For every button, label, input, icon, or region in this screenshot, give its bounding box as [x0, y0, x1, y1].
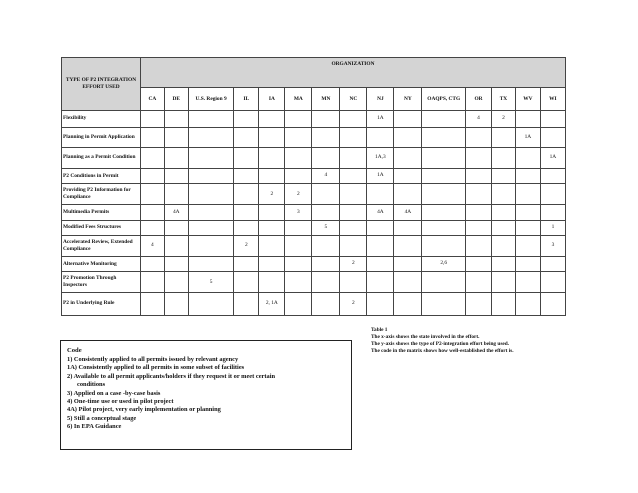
matrix-cell: [164, 220, 188, 236]
matrix-cell: [188, 168, 234, 184]
matrix-cell: [140, 148, 164, 169]
matrix-cell: 1A: [367, 168, 394, 184]
code-legend-item: 1A) Consistently applied to all permits in some subset of facilities: [67, 364, 245, 372]
code-legend-item: 4A) Pilot project, very early implementation or planning: [67, 406, 221, 414]
matrix-cell: [340, 272, 367, 293]
matrix-cell: [515, 184, 540, 205]
matrix-cell: [540, 168, 565, 184]
matrix-cell: [234, 272, 259, 293]
table-row: [62, 220, 566, 236]
matrix-cell: [422, 272, 466, 293]
row-label: P2 in Underlying Rule: [62, 293, 141, 316]
column-header: NJ: [367, 88, 394, 111]
matrix-cell: 5: [312, 220, 340, 236]
matrix-cell: [259, 148, 285, 169]
row-label: Multimedia Permits: [62, 205, 141, 221]
matrix-cell: [164, 236, 188, 257]
caption-line: The code in the matrix shows how well-established the effort is.: [371, 347, 514, 354]
matrix-cell: [540, 293, 565, 316]
matrix-cell: [140, 111, 164, 128]
matrix-cell: [515, 205, 540, 221]
table-row: [62, 111, 566, 128]
column-header: U.S. Region 9: [188, 88, 234, 111]
matrix-cell: [340, 184, 367, 205]
matrix-cell: [540, 256, 565, 272]
table-row: [62, 127, 566, 148]
matrix-cell: [422, 168, 466, 184]
organization-header: ORGANIZATION: [140, 58, 565, 88]
matrix-cell: [234, 205, 259, 221]
row-label: P2 Conditions in Permit: [62, 168, 141, 184]
matrix-cell: 2: [234, 236, 259, 257]
code-legend-item: 4) One-time use or used in pilot project: [67, 397, 174, 405]
code-legend-list: [67, 356, 351, 432]
matrix-cell: [234, 220, 259, 236]
code-legend-box: [60, 340, 352, 450]
matrix-cell: [285, 272, 312, 293]
matrix-cell: [188, 236, 234, 257]
matrix-cell: [515, 111, 540, 128]
table-row: [62, 184, 566, 205]
matrix-cell: [466, 272, 492, 293]
row-label: P2 Promotion Through Inspectors: [62, 272, 141, 293]
matrix-cell: [312, 111, 340, 128]
matrix-body: [62, 111, 566, 316]
matrix-cell: [515, 168, 540, 184]
table-row: [62, 293, 566, 316]
column-header: TX: [492, 88, 516, 111]
matrix-cell: 1A: [515, 127, 540, 148]
matrix-cell: [492, 205, 516, 221]
caption-line: The x-axis shows the state involved in the effort.: [371, 333, 480, 340]
matrix-cell: [492, 256, 516, 272]
matrix-cell: [188, 205, 234, 221]
matrix-cell: [422, 293, 466, 316]
matrix-cell: [515, 272, 540, 293]
caption-line: The y-axis shows the type of P2-integration effort being used.: [371, 340, 510, 347]
matrix-cell: [394, 148, 422, 169]
matrix-cell: [285, 148, 312, 169]
matrix-cell: 1A: [540, 148, 565, 169]
code-legend-item: 6) In EPA Guidance: [67, 423, 122, 431]
matrix-cell: 2,6: [422, 256, 466, 272]
matrix-cell: [285, 168, 312, 184]
column-header: OR: [466, 88, 492, 111]
matrix-cell: [540, 205, 565, 221]
matrix-cell: [312, 205, 340, 221]
matrix-cell: [259, 272, 285, 293]
matrix-cell: [234, 293, 259, 316]
matrix-cell: 4A: [367, 205, 394, 221]
matrix-cell: [188, 148, 234, 169]
matrix-cell: [259, 127, 285, 148]
matrix-cell: [466, 168, 492, 184]
matrix-cell: 2: [492, 111, 516, 128]
matrix-cell: [367, 236, 394, 257]
matrix-cell: [312, 127, 340, 148]
matrix-cell: [492, 168, 516, 184]
matrix-cell: [422, 236, 466, 257]
row-label: Planning as a Permit Condition: [62, 148, 141, 169]
table-row: [62, 256, 566, 272]
matrix-cell: [312, 293, 340, 316]
matrix-cell: [394, 256, 422, 272]
matrix-cell: [540, 184, 565, 205]
column-header: WV: [515, 88, 540, 111]
matrix-cell: [164, 184, 188, 205]
matrix-cell: [492, 148, 516, 169]
matrix-cell: [466, 220, 492, 236]
matrix-cell: [188, 256, 234, 272]
matrix-cell: [422, 148, 466, 169]
matrix-cell: [466, 184, 492, 205]
matrix-cell: [422, 220, 466, 236]
matrix-cell: [234, 256, 259, 272]
table-row: [62, 272, 566, 293]
matrix-cell: 2: [340, 256, 367, 272]
matrix-cell: [340, 148, 367, 169]
matrix-cell: [367, 184, 394, 205]
matrix-cell: [367, 220, 394, 236]
matrix-cell: [188, 184, 234, 205]
matrix-cell: [515, 236, 540, 257]
matrix-cell: [140, 127, 164, 148]
matrix-cell: [259, 256, 285, 272]
matrix-cell: [234, 111, 259, 128]
matrix-cell: [140, 256, 164, 272]
matrix-cell: [259, 111, 285, 128]
matrix-cell: [394, 236, 422, 257]
matrix-cell: 1A: [367, 111, 394, 128]
matrix-cell: 2: [259, 184, 285, 205]
code-legend-title: Code: [67, 347, 82, 354]
matrix-cell: [259, 205, 285, 221]
table-row: [62, 148, 566, 169]
matrix-cell: [394, 184, 422, 205]
row-label: Modified Fees Structures: [62, 220, 141, 236]
caption-title: Table 1: [371, 327, 388, 333]
matrix-cell: 1A,3: [367, 148, 394, 169]
matrix-cell: [422, 205, 466, 221]
matrix-cell: [340, 168, 367, 184]
matrix-cell: [285, 236, 312, 257]
column-header: IL: [234, 88, 259, 111]
matrix-cell: [340, 127, 367, 148]
matrix-cell: 1: [540, 220, 565, 236]
column-header: WI: [540, 88, 565, 111]
matrix-cell: 4A: [164, 205, 188, 221]
matrix-cell: [492, 184, 516, 205]
matrix-cell: [466, 127, 492, 148]
matrix-cell: [285, 256, 312, 272]
matrix-cell: [285, 220, 312, 236]
matrix-cell: [259, 168, 285, 184]
matrix-cell: 2, 1A: [259, 293, 285, 316]
matrix-cell: [422, 127, 466, 148]
matrix-cell: [164, 127, 188, 148]
matrix-cell: [466, 148, 492, 169]
matrix-cell: 4: [312, 168, 340, 184]
code-legend-item: 1) Consistently applied to all permits issued by relevant agency: [67, 355, 239, 363]
matrix-cell: [164, 293, 188, 316]
table-row: [62, 236, 566, 257]
matrix-cell: [312, 148, 340, 169]
matrix-cell: [259, 236, 285, 257]
matrix-cell: 3: [285, 205, 312, 221]
matrix-cell: [492, 272, 516, 293]
matrix-cell: [188, 220, 234, 236]
matrix-cell: [466, 236, 492, 257]
matrix-cell: [164, 272, 188, 293]
matrix-cell: 5: [188, 272, 234, 293]
column-header: NY: [394, 88, 422, 111]
matrix-cell: [492, 220, 516, 236]
matrix-cell: [140, 184, 164, 205]
matrix-cell: [312, 272, 340, 293]
column-header: IA: [259, 88, 285, 111]
matrix-cell: [515, 220, 540, 236]
matrix-cell: 4: [466, 111, 492, 128]
matrix-cell: [367, 256, 394, 272]
column-header: OAQPS, CTG: [422, 88, 466, 111]
matrix-cell: [234, 148, 259, 169]
matrix-cell: [312, 256, 340, 272]
matrix-cell: [234, 127, 259, 148]
row-label: Flexibility: [62, 111, 141, 128]
matrix-cell: [340, 236, 367, 257]
matrix-cell: [422, 184, 466, 205]
matrix-cell: 3: [540, 236, 565, 257]
matrix-cell: [394, 293, 422, 316]
matrix-cell: [466, 256, 492, 272]
column-header: DE: [164, 88, 188, 111]
row-label: Providing P2 Information for Compliance: [62, 184, 141, 205]
matrix-cell: [540, 111, 565, 128]
matrix-cell: [394, 168, 422, 184]
matrix-cell: [285, 127, 312, 148]
matrix-cell: [188, 127, 234, 148]
matrix-cell: [259, 220, 285, 236]
matrix-cell: [234, 184, 259, 205]
matrix-cell: 4: [140, 236, 164, 257]
matrix-cell: [422, 111, 466, 128]
code-legend-item: 5) Still a conceptual stage: [67, 414, 137, 422]
matrix-cell: [466, 205, 492, 221]
matrix-cell: [140, 272, 164, 293]
matrix-cell: [164, 148, 188, 169]
matrix-cell: [140, 293, 164, 316]
caption-lines: [371, 334, 571, 355]
matrix-cell: [492, 236, 516, 257]
matrix-cell: [466, 293, 492, 316]
matrix-cell: [140, 205, 164, 221]
matrix-cell: [285, 293, 312, 316]
matrix-cell: [367, 293, 394, 316]
matrix-cell: [234, 168, 259, 184]
matrix-cell: [312, 184, 340, 205]
matrix-cell: [367, 127, 394, 148]
matrix-cell: [188, 293, 234, 316]
matrix-cell: [540, 127, 565, 148]
table-row: [62, 205, 566, 221]
matrix-cell: [164, 168, 188, 184]
code-legend-item: conditions: [77, 381, 106, 389]
matrix-cell: [340, 220, 367, 236]
matrix-cell: [140, 220, 164, 236]
table-caption: [371, 327, 571, 355]
matrix-cell: [285, 111, 312, 128]
code-legend-item: 2) Available to all permit applicants/holders if they request it or meet certain: [67, 372, 276, 380]
matrix-cell: 4A: [394, 205, 422, 221]
row-label: Alternative Monitoring: [62, 256, 141, 272]
matrix-cell: [340, 205, 367, 221]
matrix-cell: [540, 272, 565, 293]
row-label: Accelerated Review, Extended Compliance: [62, 236, 141, 257]
table-row: [62, 168, 566, 184]
matrix-cell: [188, 111, 234, 128]
matrix-cell: [515, 293, 540, 316]
column-header: MA: [285, 88, 312, 111]
matrix-cell: [164, 111, 188, 128]
matrix-cell: [492, 127, 516, 148]
matrix-cell: [394, 220, 422, 236]
matrix-cell: [164, 256, 188, 272]
matrix-cell: [394, 111, 422, 128]
matrix-cell: [492, 293, 516, 316]
matrix-cell: 2: [285, 184, 312, 205]
matrix-cell: 2: [340, 293, 367, 316]
matrix-cell: [140, 168, 164, 184]
code-legend-item: 3) Applied on a case -by-case basis: [67, 389, 161, 397]
matrix-cell: [367, 272, 394, 293]
matrix-cell: [394, 272, 422, 293]
matrix-cell: [515, 256, 540, 272]
p2-integration-matrix: [61, 57, 566, 316]
column-header: NC: [340, 88, 367, 111]
matrix-cell: [312, 236, 340, 257]
column-header: MN: [312, 88, 340, 111]
matrix-cell: [340, 111, 367, 128]
matrix-cell: [394, 127, 422, 148]
matrix-cell: [515, 148, 540, 169]
column-header: CA: [140, 88, 164, 111]
row-label: Planning in Permit Application: [62, 127, 141, 148]
corner-header: TYPE OF P2 INTEGRATION EFFORT USED: [62, 58, 141, 111]
